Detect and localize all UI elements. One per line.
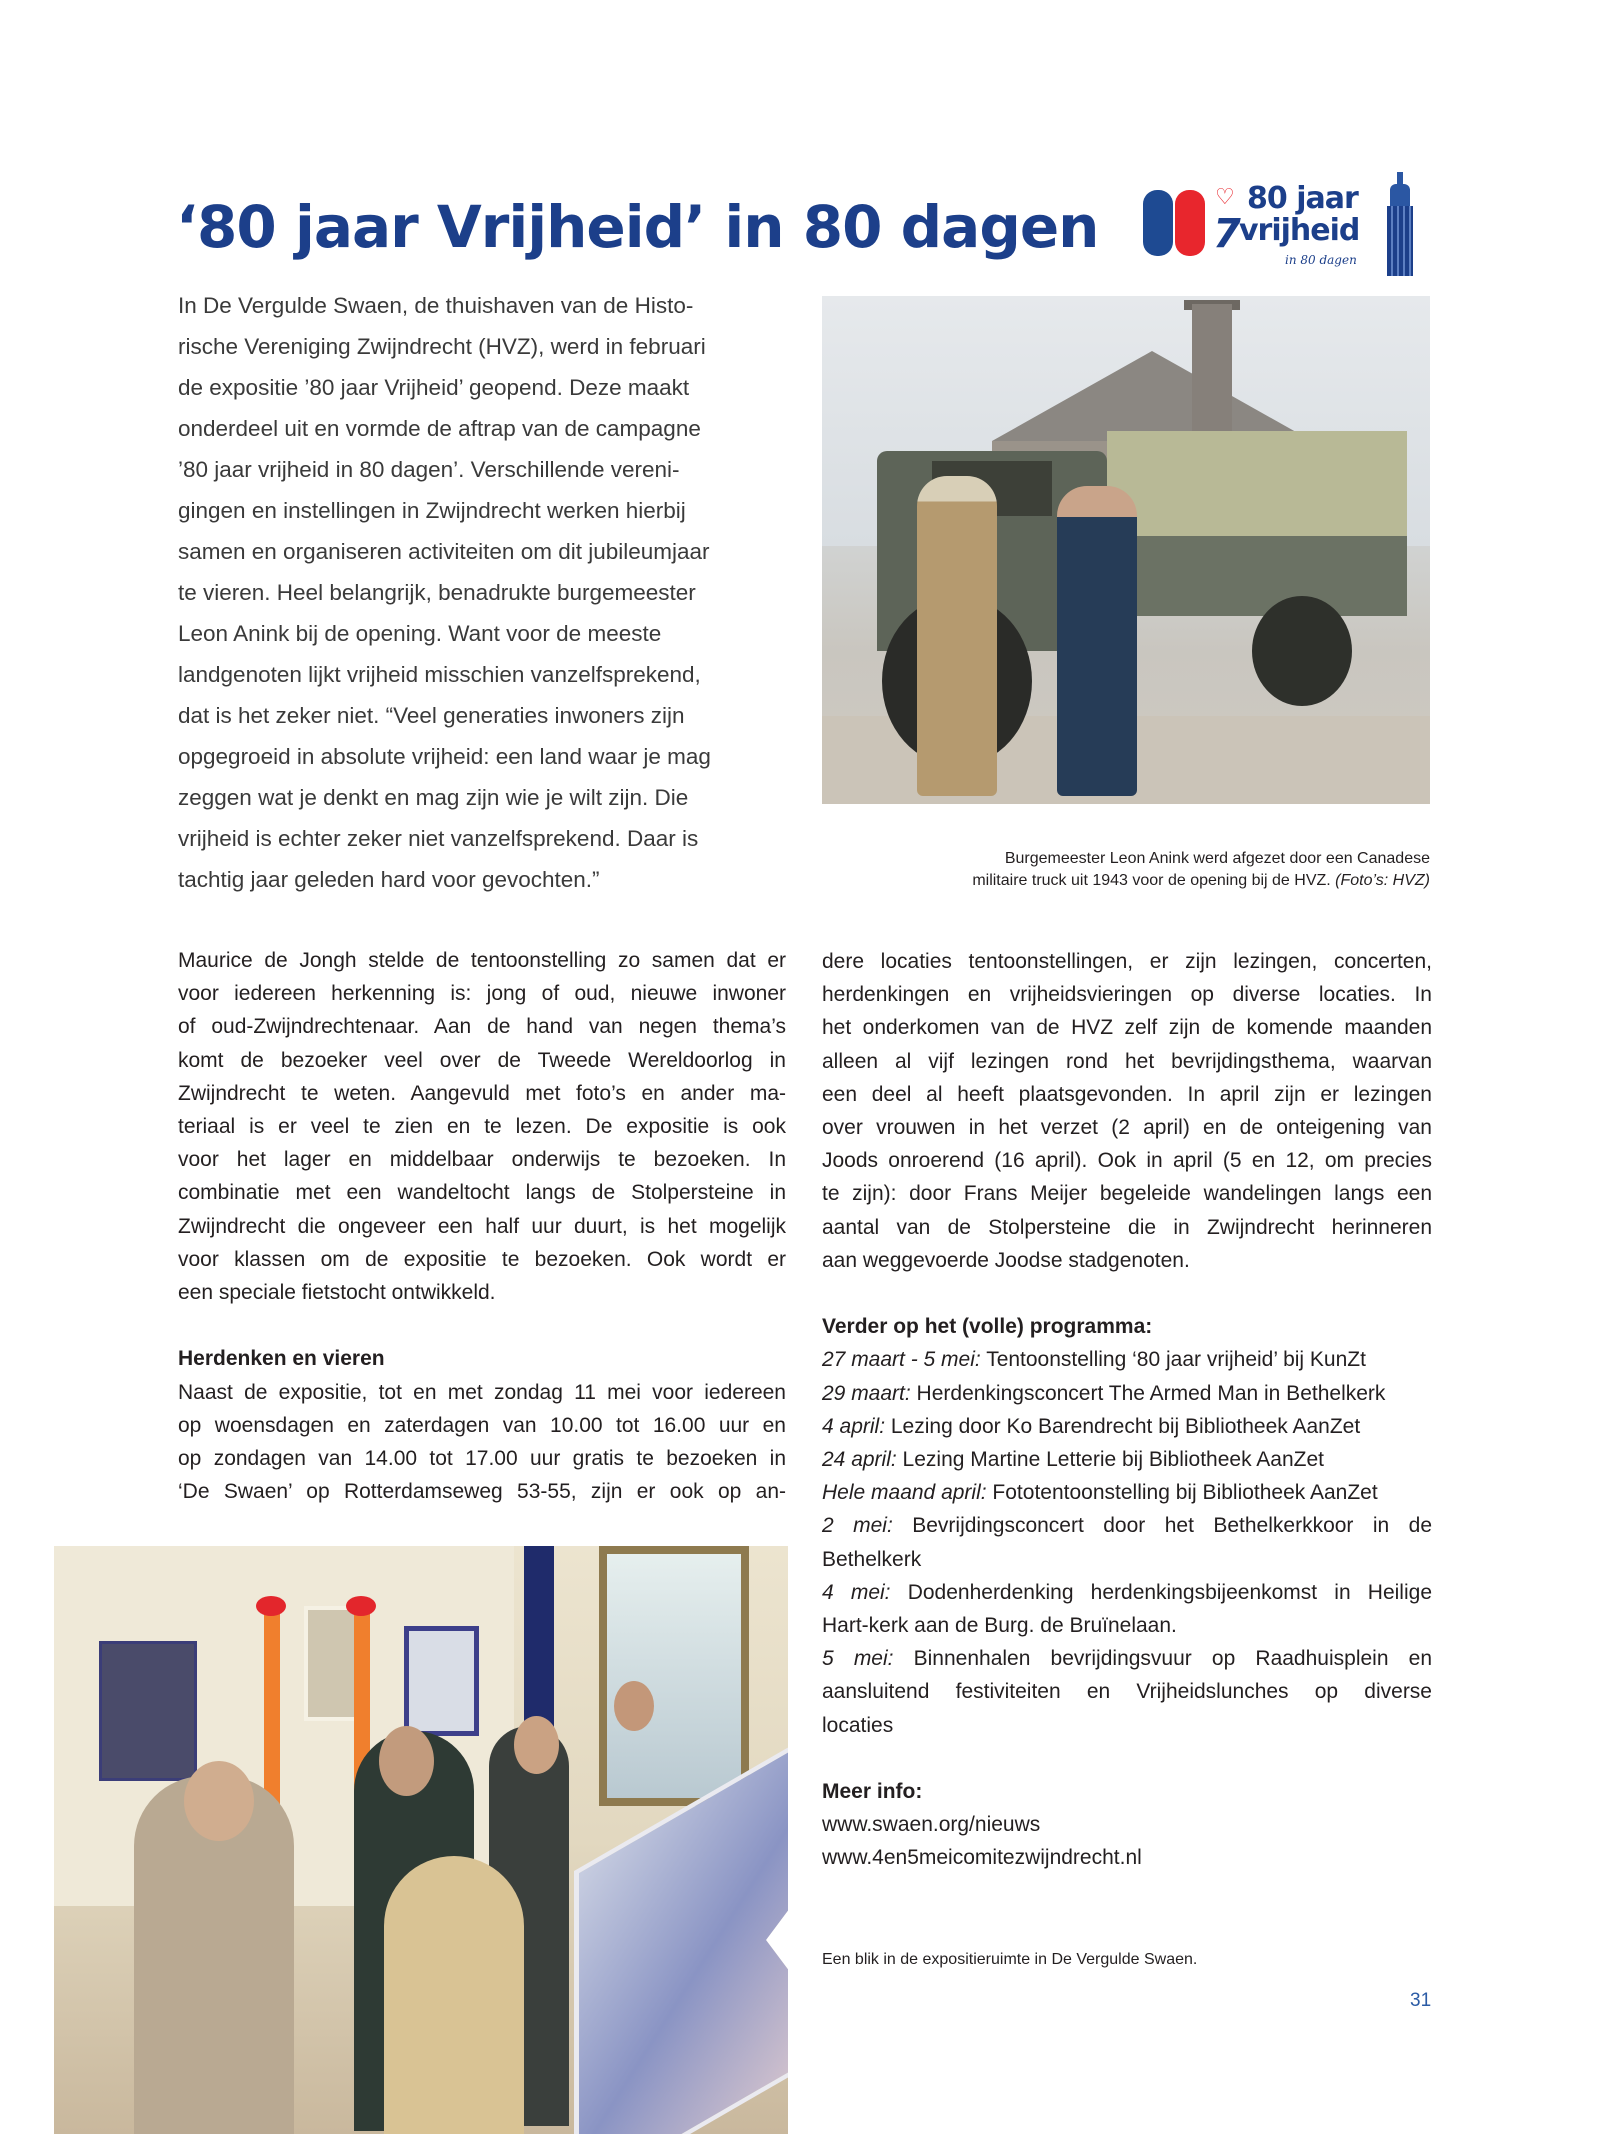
- body-line: voor iedereen herkenning is: jong of oud, nieuwe inwoner: [178, 982, 786, 1006]
- intro-line: gingen en instellingen in Zwijndrecht werken hierbij: [178, 498, 686, 523]
- body-line: op woensdagen en zaterdagen van 10.00 tot 16.00 uur en: [178, 1413, 786, 1437]
- program-heading: Verder op het (volle) programma:: [822, 1315, 1153, 1339]
- exposition-photo: [54, 1546, 788, 2134]
- photo-credit: (Foto’s: HVZ): [1335, 872, 1430, 889]
- body-line: of oud-Zwijndrechtenaar. Aan de hand van negen thema’s: [178, 1015, 786, 1039]
- body-line: alleen al vijf lezingen rond het bevrijdingsthema, waarvan: [822, 1049, 1432, 1073]
- page-number: 31: [1410, 1990, 1432, 2011]
- program-item: 29 maart: Herdenkingsconcert The Armed Man in Bethelkerk: [822, 1381, 1386, 1405]
- body-line: te zijn): door Frans Meijer begeleide wandelingen langs een: [822, 1182, 1432, 1206]
- intro-line: vrijheid is echter zeker niet vanzelfsprekend. Daar is: [178, 826, 699, 851]
- truck-photo-caption: [820, 848, 1430, 892]
- truck-photo: [822, 296, 1430, 804]
- page-title: ‘80 jaar Vrijheid’ in 80 dagen: [176, 193, 1099, 261]
- body-line: over vrouwen in het verzet (2 april) en de onteigening van: [822, 1116, 1432, 1140]
- body-line: voor klassen om de expositie te bezoeken. Ook wordt er: [178, 1247, 786, 1271]
- program-item: 2 mei: Bevrijdingsconcert door het Bethelkerkkoor in de: [822, 1514, 1432, 1538]
- body-line: ‘De Swaen’ op Rotterdamseweg 53-55, zijn er ook op an-: [178, 1480, 786, 1504]
- program-item-continued: aansluitend festiviteiten en Vrijheidslunches op diverse: [822, 1680, 1432, 1704]
- intro-line: samen en organiseren activiteiten om dit jubileumjaar: [178, 539, 710, 564]
- intro-line: de expositie ’80 jaar Vrijheid’ geopend. Deze maakt: [178, 375, 690, 400]
- logo-line-1: 80 jaar: [1247, 181, 1358, 216]
- body-line: aan weggevoerde Joodse stadgenoten.: [822, 1248, 1190, 1272]
- body-line: Maurice de Jongh stelde de tentoonstelling zo samen dat er: [178, 949, 786, 972]
- program-item-continued: locaties: [822, 1713, 894, 1737]
- body-line: komt de bezoeker veel over de Tweede Wereldoorlog in: [178, 1048, 786, 1072]
- body-column-left: [178, 944, 786, 1508]
- body-line: dere locaties tentoonstellingen, er zijn lezingen, concerten,: [822, 950, 1432, 973]
- body-line: herdenkingen en vrijheidsvieringen op diverse locaties. In: [822, 983, 1432, 1007]
- logo-line-3: in 80 dagen: [1285, 253, 1357, 267]
- body-line: op zondagen van 14.00 tot 17.00 uur gratis te bezoeken in: [178, 1447, 786, 1471]
- intro-line: rische Vereniging Zwijndrecht (HVZ), werd in februari: [178, 334, 706, 359]
- logo-seven-glyph: 7: [1213, 211, 1241, 257]
- link-swaen[interactable]: www.swaen.org/nieuws: [822, 1813, 1041, 1837]
- intro-line: ’80 jaar vrijheid in 80 dagen’. Verschillende vereni-: [178, 457, 680, 482]
- body-line: Zwijndrecht die ongeveer een half uur duurt, is het mogelijk: [178, 1214, 786, 1238]
- exposition-photo-caption: Een blik in de expositieruimte in De Vergulde Swaen.: [822, 1951, 1198, 1968]
- body-line: Joods onroerend (16 april). Ook in april (5 en 12, om precies: [822, 1149, 1432, 1173]
- body-line: voor het lager en middelbaar onderwijs te bezoeken. In: [178, 1148, 786, 1172]
- body-line: Naast de expositie, tot en met zondag 11 mei voor iedereen: [178, 1380, 786, 1404]
- program-item: 4 april: Lezing door Ko Barendrecht bij Bibliotheek AanZet: [822, 1414, 1361, 1438]
- intro-line: Leon Anink bij de opening. Want voor de meeste: [178, 621, 662, 646]
- intro-line: zeggen wat je denkt en mag zijn wie je wilt zijn. Die: [178, 785, 689, 810]
- logo-blue-eight-shape: [1143, 190, 1173, 256]
- intro-line: tachtig jaar geleden hard voor gevochten.”: [178, 867, 600, 892]
- intro-line: dat is het zeker niet. “Veel generaties inwoners zijn: [178, 703, 685, 728]
- program-item: 24 april: Lezing Martine Letterie bij Bibliotheek AanZet: [822, 1448, 1324, 1472]
- caption-line: Burgemeester Leon Anink werd afgezet door een Canadese: [1004, 850, 1430, 867]
- intro-line: opgegroeid in absolute vrijheid: een land waar je mag: [178, 744, 711, 769]
- intro-line: landgenoten lijkt vrijheid misschien vanzelfsprekend,: [178, 662, 701, 687]
- program-item: 27 maart - 5 mei: Tentoonstelling ‘80 jaar vrijheid’ bij KunZt: [822, 1348, 1366, 1372]
- intro-line: In De Vergulde Swaen, de thuishaven van de Histo-: [178, 293, 694, 318]
- caption-line: militaire truck uit 1943 voor de opening bij de HVZ. (Foto’s: HVZ): [972, 872, 1430, 889]
- water-tower-icon: [1387, 172, 1413, 276]
- body-line: een speciale fietstocht ontwikkeld.: [178, 1281, 496, 1305]
- program-item-continued: Bethelkerk: [822, 1547, 922, 1571]
- subheading-herdenken: Herdenken en vieren: [178, 1347, 385, 1371]
- program-item: 5 mei: Binnenhalen bevrijdingsvuur op Raadhuisplein en: [822, 1647, 1433, 1671]
- body-line: een deel al heeft plaatsgevonden. In april zijn er lezingen: [822, 1082, 1432, 1106]
- program-item: Hele maand april: Fototentoonstelling bij Bibliotheek AanZet: [822, 1481, 1378, 1505]
- intro-paragraph: [178, 285, 786, 900]
- program-item-continued: Hart-kerk aan de Burg. de Bruïnelaan.: [822, 1614, 1177, 1638]
- body-line: teriaal is er veel te zien en te lezen. De expositie is ook: [178, 1115, 786, 1139]
- campaign-logo: [1135, 158, 1435, 283]
- body-column-right: [822, 945, 1432, 1875]
- intro-line: te vieren. Heel belangrijk, benadrukte burgemeester: [178, 580, 696, 605]
- heart-icon: ♡: [1215, 184, 1235, 209]
- intro-line: onderdeel uit en vormde de aftrap van de campagne: [178, 416, 701, 441]
- body-line: combinatie met een wandeltocht langs de Stolpersteine in: [178, 1181, 786, 1205]
- logo-red-zero-shape: [1175, 190, 1205, 256]
- body-line: het onderkomen van de HVZ zelf zijn de komende maanden: [822, 1016, 1432, 1040]
- link-4en5mei[interactable]: www.4en5meicomitezwijndrecht.nl: [822, 1846, 1142, 1870]
- more-info-heading: Meer info:: [822, 1780, 923, 1804]
- body-line: aantal van de Stolpersteine die in Zwijndrecht herinneren: [822, 1215, 1432, 1239]
- body-line: Zwijndrecht te weten. Aangevuld met foto’s en ander ma-: [178, 1081, 786, 1105]
- logo-line-2: vrijheid: [1239, 213, 1360, 248]
- program-item: 4 mei: Dodenherdenking herdenkingsbijeenkomst in Heilige: [822, 1580, 1433, 1604]
